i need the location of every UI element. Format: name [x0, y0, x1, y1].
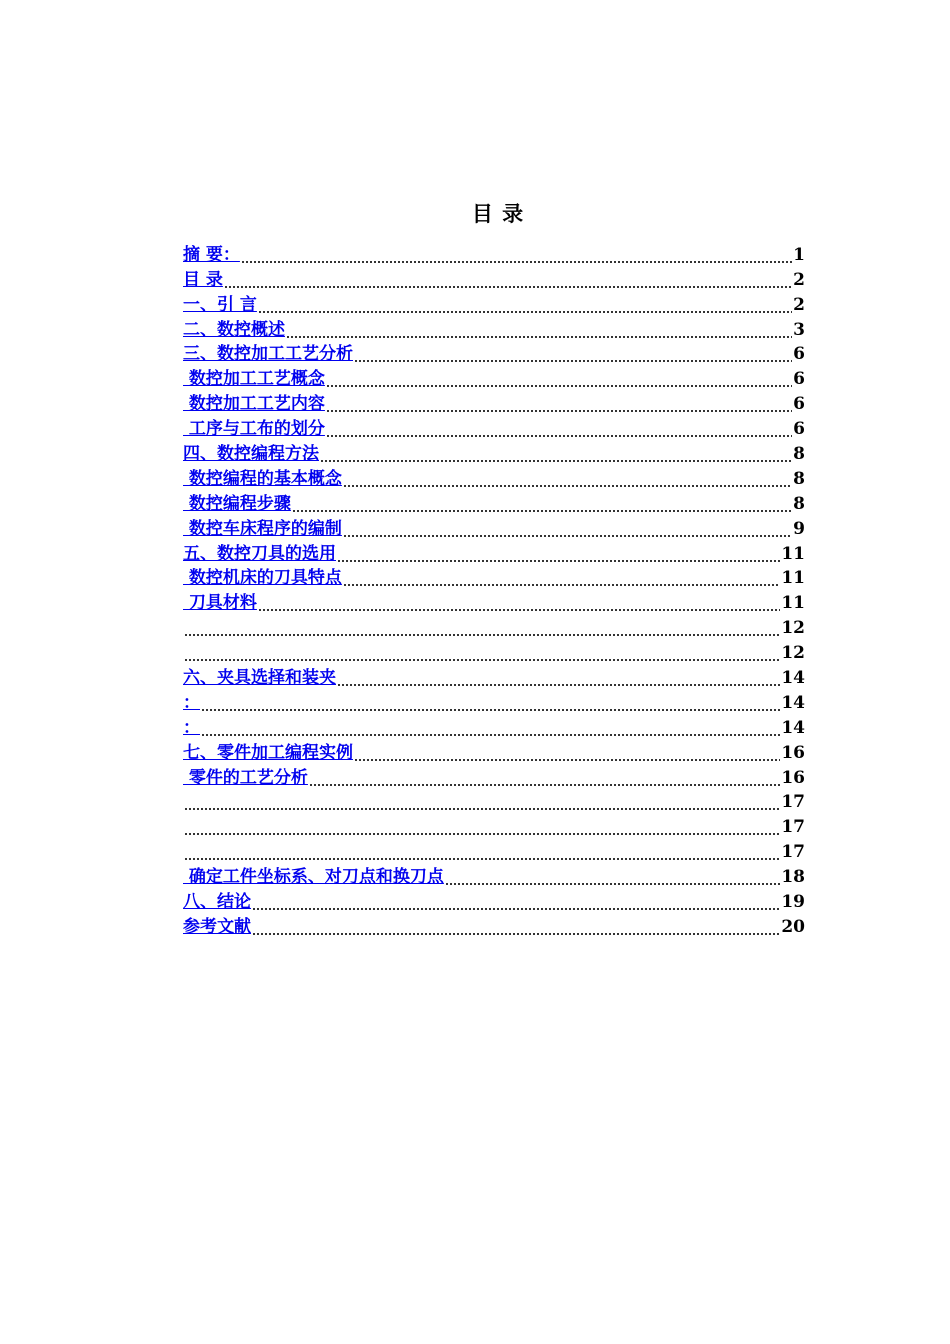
dot-leader: [343, 519, 792, 539]
toc-page-number: 2: [793, 294, 805, 315]
toc-page-number: 6: [793, 419, 805, 440]
toc-page-number: 19: [781, 892, 805, 913]
dot-leader: [292, 494, 792, 514]
toc-page-number: 8: [793, 493, 805, 514]
toc-page-number: 1: [793, 244, 805, 265]
toc-entry[interactable]: [183, 738, 805, 763]
toc-entry[interactable]: [183, 240, 805, 265]
toc-entry[interactable]: [183, 315, 805, 340]
toc-page-number: 11: [781, 568, 805, 589]
toc-entry-link[interactable]: ：: [183, 717, 200, 738]
toc-entry-link[interactable]: 三、数控加工工艺分析: [183, 344, 353, 365]
dot-leader: [354, 344, 792, 364]
toc-page-number: 11: [781, 593, 805, 614]
toc-page-number: 12: [781, 643, 805, 664]
toc-entry-link[interactable]: ：: [183, 692, 200, 713]
toc-entry-link[interactable]: 八、结论: [183, 892, 251, 913]
toc-entry[interactable]: [183, 788, 805, 813]
toc-entry-link[interactable]: 刀具材料: [183, 593, 257, 614]
dot-leader: [286, 320, 792, 340]
toc-page-number: 17: [781, 817, 805, 838]
toc-entry-link[interactable]: 数控车床程序的编制: [183, 518, 342, 539]
dot-leader: [252, 892, 780, 912]
toc-page-number: 9: [793, 518, 805, 539]
toc-entry[interactable]: [183, 837, 805, 862]
toc-entry[interactable]: [183, 663, 805, 688]
toc-entry-link[interactable]: 七、零件加工编程实例: [183, 742, 353, 763]
toc-entry-link[interactable]: 确定工件坐标系、对刀点和换刀点: [183, 867, 444, 888]
toc-title: 目 录: [471, 202, 525, 226]
toc-entry[interactable]: [183, 613, 805, 638]
dot-leader: [326, 394, 792, 414]
dot-leader: [326, 369, 792, 389]
toc-page-number: 8: [793, 468, 805, 489]
dot-leader: [184, 817, 780, 837]
toc-page-number: 6: [793, 369, 805, 390]
toc-entry-link[interactable]: 数控编程步骤: [183, 493, 291, 514]
toc-entry-link[interactable]: 目 录: [183, 269, 223, 290]
toc-page-number: 20: [781, 916, 805, 937]
dot-leader: [241, 245, 792, 265]
toc-entry[interactable]: [183, 812, 805, 837]
toc-entry[interactable]: [183, 389, 805, 414]
toc-entry[interactable]: [183, 539, 805, 564]
toc-entry[interactable]: [183, 514, 805, 539]
toc-page-number: 14: [781, 717, 805, 738]
toc-entry-link[interactable]: 参考文献: [183, 916, 251, 937]
dot-leader: [326, 419, 792, 439]
dot-leader: [337, 668, 780, 688]
toc-entry-link[interactable]: 六、夹具选择和装夹: [183, 668, 336, 689]
toc-entry[interactable]: [183, 439, 805, 464]
dot-leader: [201, 718, 780, 738]
toc-page-number: 14: [781, 668, 805, 689]
toc-page-number: 18: [781, 867, 805, 888]
dot-leader: [184, 643, 780, 663]
toc-entry[interactable]: [183, 489, 805, 514]
toc-entry-link[interactable]: 数控加工工艺内容: [183, 394, 325, 415]
dot-leader: [258, 593, 780, 613]
toc-page-number: 8: [793, 444, 805, 465]
toc-page-number: 16: [781, 767, 805, 788]
dot-leader: [224, 270, 792, 290]
toc-entry[interactable]: [183, 763, 805, 788]
toc-entry[interactable]: [183, 588, 805, 613]
dot-leader: [184, 842, 780, 862]
toc-entry-link[interactable]: 数控编程的基本概念: [183, 468, 342, 489]
dot-leader: [337, 544, 780, 564]
toc-entry-link[interactable]: 数控加工工艺概念: [183, 369, 325, 390]
toc-page-number: 6: [793, 394, 805, 415]
toc-entry[interactable]: [183, 713, 805, 738]
dot-leader: [354, 743, 780, 763]
toc-entry[interactable]: [183, 464, 805, 489]
toc-entry-link[interactable]: 摘 要：: [183, 244, 240, 265]
toc-entry[interactable]: [183, 290, 805, 315]
dot-leader: [343, 568, 780, 588]
toc-page-number: 17: [781, 842, 805, 863]
toc-entry[interactable]: [183, 638, 805, 663]
toc-entry-link[interactable]: 工序与工布的划分: [183, 419, 325, 440]
dot-leader: [252, 917, 780, 937]
toc-entry[interactable]: [183, 862, 805, 887]
toc-page-number: 14: [781, 692, 805, 713]
toc-entry[interactable]: [183, 564, 805, 589]
toc-page-number: 17: [781, 792, 805, 813]
toc-entry[interactable]: [183, 688, 805, 713]
toc-page-number: 12: [781, 618, 805, 639]
dot-leader: [184, 618, 780, 638]
toc-entry[interactable]: [183, 414, 805, 439]
toc-entry-link[interactable]: 数控机床的刀具特点: [183, 568, 342, 589]
dot-leader: [201, 693, 780, 713]
toc-entry-link[interactable]: 二、数控概述: [183, 319, 285, 340]
toc-entry-link[interactable]: 四、数控编程方法: [183, 444, 319, 465]
dot-leader: [258, 295, 792, 315]
dot-leader: [343, 469, 792, 489]
toc-page-number: 11: [781, 543, 805, 564]
toc-entry[interactable]: [183, 887, 805, 912]
toc-entry-link[interactable]: 五、数控刀具的选用: [183, 543, 336, 564]
toc-entry[interactable]: [183, 340, 805, 365]
toc-page-number: 16: [781, 742, 805, 763]
toc-list: [183, 240, 805, 937]
dot-leader: [309, 768, 780, 788]
dot-leader: [445, 867, 780, 887]
toc-entry[interactable]: [183, 364, 805, 389]
toc-entry[interactable]: [183, 912, 805, 937]
dot-leader: [184, 792, 780, 812]
toc-page-number: 6: [793, 344, 805, 365]
toc-entry-link[interactable]: 零件的工艺分析: [183, 767, 308, 788]
dot-leader: [320, 444, 792, 464]
toc-page-number: 3: [793, 319, 805, 340]
toc-entry-link[interactable]: 一、引 言: [183, 294, 257, 315]
toc-page-number: 2: [793, 269, 805, 290]
toc-entry[interactable]: [183, 265, 805, 290]
